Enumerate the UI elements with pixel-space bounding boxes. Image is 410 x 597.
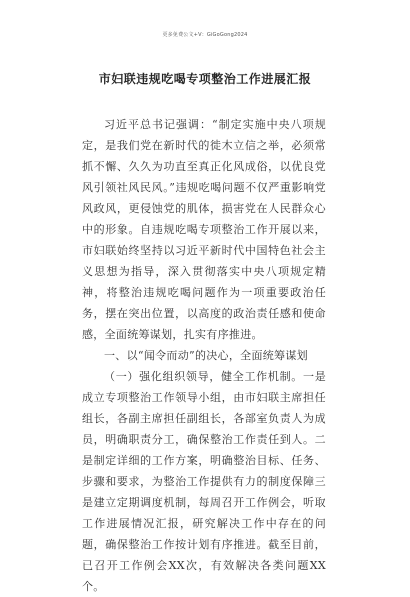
paragraph-organization: （一）强化组织领导，健全工作机制。一是成立专项整治工作领导小组，由市妇联主席担任组长，各副主席担任副组长，各部室负责人为成员，明确职责分工，确保整治工作责任到人。二是制定详细的工作方案，明确整治目标、任务、步骤和要求，为整治工作提供有力的制度保障三是建立定期调度机制，每周召开工作例会，听取工作进展情况汇报，研究解决工作中存在的问题，确保整治工作按计划有序推进。截至目前，已召开工作例会XX次，有效解决各类问题XX个。 [82,370,326,593]
document-title: 市妇联违规吃喝专项整治工作进展汇报 [98,72,312,86]
header-note: 更多免费公文+V：GiGoGong2024 [162,32,248,38]
document-body [82,114,326,597]
section-heading: 一、以“闻令而动”的决心，全面统筹谋划 [104,349,308,362]
paragraph-intro: 习近平总书记强调：“制定实施中央八项规定，是我们党在新时代的徙木立信之举，必须常抓不懈、久久为功直至真正化风成俗，以优良党风引领社风民风。”违规吃喝问题不仅严重影响党风政风，更侵蚀党的肌体，损害党在人民群众心中的形象。自违规吃喝专项整治工作开展以来，市妇联始终坚持以习近平新时代中国特色社会主义思想为指导，深入贯彻落实中央八项规定精神，将整治违规吃喝问题作为一项重要政治任务，摆在突出位置，以高度的政治责任感和使命感，全面统筹谋划，扎实有序推进。 [82,118,326,341]
